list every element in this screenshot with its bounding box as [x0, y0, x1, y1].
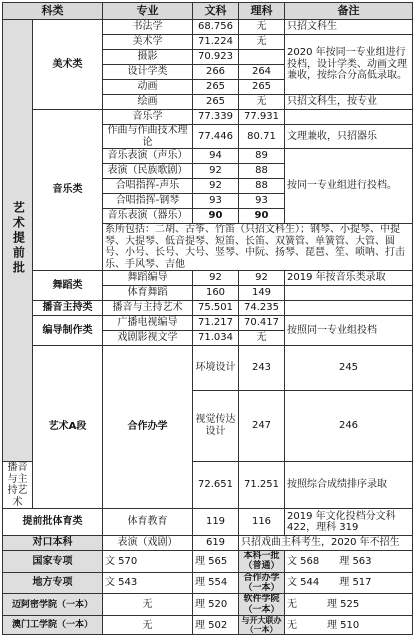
arts-score: 94 [193, 149, 239, 164]
note-block-fine-arts: 2020 年按同一专业组进行投档，设计学类、动画文理兼收，按综合分高低录取。 [285, 35, 413, 95]
table-row [3, 110, 413, 125]
arts-score: 71.224 [193, 35, 239, 50]
summary-sci: 理 502 [193, 616, 239, 635]
science-score: 246 [285, 390, 413, 461]
table-row [3, 346, 413, 391]
science-score: 93 [239, 194, 285, 209]
summary-values [285, 594, 413, 616]
arts-score: 243 [239, 346, 285, 391]
note-cell [285, 301, 413, 316]
summary-row [3, 616, 413, 635]
summary-arts: 文 543 [103, 572, 193, 594]
major-cell: 表演（民族歌剧） [103, 164, 193, 179]
major-cell: 体育舞蹈 [103, 286, 193, 301]
science-score: 89 [239, 149, 285, 164]
science-score: 74.235 [239, 301, 285, 316]
summary-values [285, 616, 413, 635]
summary-values [285, 572, 413, 594]
major-cell: 环境设计 [193, 346, 239, 391]
major-cell: 舞蹈编导 [103, 271, 193, 286]
arts-score: 77.446 [193, 125, 239, 149]
header-major: 专业 [103, 3, 193, 20]
summary-label: 合作办学（一本） [239, 572, 285, 594]
group-art-a: 艺术A段 [33, 346, 103, 509]
science-score: 92 [239, 271, 285, 286]
category-dance: 舞蹈类 [33, 271, 103, 301]
major-cell: 播音与主持艺术 [103, 301, 193, 316]
arts-score: 71.217 [193, 316, 239, 331]
note-block-music: 按同一专业组进行投档。 [285, 149, 413, 224]
science-score: 149 [239, 286, 285, 301]
major-cell: 摄影 [103, 50, 193, 65]
arts-score: 92 [193, 164, 239, 179]
note-cell: 2019 年按音乐类录取 [285, 271, 413, 286]
summary-arts: 无 [103, 594, 193, 616]
arts-score: 160 [193, 286, 239, 301]
arts-score: 71.034 [193, 331, 239, 346]
arts-score: 72.651 [193, 462, 239, 509]
instrument-list: 系所包括：二胡、古筝、竹笛（只招文科生）；钢琴、小提琴、中提琴、大提琴、低音提琴、短笛、长笛、双簧管、单簧管、大管、圆号、小号、长号、大号、竖琴、中阮、扬琴、琵琶、笙、唢呐、打击乐、手风琴、吉他 [103, 224, 413, 271]
science-score: 无 [239, 35, 285, 50]
category-fine-arts: 美术类 [33, 20, 103, 110]
summary-label: 与开大联办（一本） [239, 616, 285, 635]
major-cell: 动画 [103, 80, 193, 95]
science-score: 90 [239, 209, 285, 224]
summary-label: 国家专项 [3, 551, 103, 573]
science-score: 77.931 [239, 110, 285, 125]
arts-score: 119 [193, 509, 239, 536]
arts-score: 90 [193, 209, 239, 224]
header-category: 科类 [3, 3, 103, 20]
category-coop: 合作办学 [103, 346, 193, 509]
major-cell: 美术学 [103, 35, 193, 50]
arts-score: 92 [193, 179, 239, 194]
major-cell: 播音与主持艺术 [3, 462, 33, 509]
summary-arts: 无 [287, 598, 297, 610]
note-cell [285, 110, 413, 125]
arts-score: 92 [193, 271, 239, 286]
note-cell: 2019 年文化投档分文科 422，理科 319 [285, 509, 413, 536]
note-cell: 文理兼收，只招器乐 [285, 125, 413, 149]
arts-score: 265 [193, 80, 239, 95]
science-score: 88 [239, 164, 285, 179]
category-counterpart: 对口本科 [3, 536, 103, 551]
summary-row [3, 572, 413, 594]
summary-sci: 理 554 [193, 572, 239, 594]
science-score: 无 [239, 331, 285, 346]
major-cell: 体育教育 [103, 509, 193, 536]
summary-arts: 文 544 [287, 577, 320, 589]
summary-arts: 文 568 [287, 555, 320, 567]
summary-label: 软件学院（一本） [239, 594, 285, 616]
science-score: 71.251 [239, 462, 285, 509]
summary-arts: 无 [103, 616, 193, 635]
major-cell: 视觉传达设计 [193, 390, 239, 461]
major-cell: 合唱指挥-钢琴 [103, 194, 193, 209]
science-score: 265 [239, 80, 285, 95]
arts-score: 77.339 [193, 110, 239, 125]
summary-row [3, 551, 413, 573]
category-music: 音乐类 [33, 110, 103, 271]
science-score: 70.417 [239, 316, 285, 331]
major-cell: 绘画 [103, 95, 193, 110]
note-cell: 只招戏曲主科考生，2020 年不招生 [239, 536, 413, 551]
major-cell: 音乐学 [103, 110, 193, 125]
note-cell: 只招文科生 [285, 20, 413, 35]
note-cell: 按照综合成绩排序录取 [285, 462, 413, 509]
science-score [239, 50, 285, 65]
science-score: 80.71 [239, 125, 285, 149]
summary-sci: 理 565 [193, 551, 239, 573]
admission-table-container [2, 2, 412, 635]
arts-score: 266 [193, 65, 239, 80]
header-notes: 备注 [285, 3, 413, 20]
admission-score-table [2, 2, 413, 635]
summary-sci: 理 520 [193, 594, 239, 616]
table-row [3, 509, 413, 536]
summary-sci: 理 563 [339, 555, 372, 567]
science-score: 264 [239, 65, 285, 80]
summary-sci: 理 510 [327, 619, 360, 631]
category-pe: 提前批体育类 [3, 509, 103, 536]
major-cell: 作曲与作曲技术理论 [103, 125, 193, 149]
major-cell: 设计学类 [103, 65, 193, 80]
note-block-editing: 按照同一专业组投档 [285, 316, 413, 346]
header-science: 理科 [239, 3, 285, 20]
science-score: 无 [239, 95, 285, 110]
arts-score: 265 [193, 95, 239, 110]
group-art-early: 艺术提前批 [3, 20, 33, 462]
arts-score: 247 [239, 390, 285, 461]
arts-score: 75.501 [193, 301, 239, 316]
science-score: 无 [239, 20, 285, 35]
major-cell: 戏剧影视文学 [103, 331, 193, 346]
science-score: 88 [239, 179, 285, 194]
summary-label: 澳门工学院（一本） [3, 616, 103, 635]
note-cell [285, 286, 413, 301]
arts-score: 619 [193, 536, 239, 551]
summary-sci: 理 525 [327, 598, 360, 610]
summary-label: 本科一批（普通） [239, 551, 285, 573]
science-score: 245 [285, 346, 413, 391]
summary-label: 地方专项 [3, 572, 103, 594]
summary-sci: 理 517 [339, 577, 372, 589]
summary-arts: 无 [287, 619, 297, 631]
major-cell: 音乐表演（声乐） [103, 149, 193, 164]
summary-row [3, 594, 413, 616]
major-cell: 合唱指挥-声乐 [103, 179, 193, 194]
major-cell: 音乐表演（器乐） [103, 209, 193, 224]
note-cell: 只招文科生，按专业 [285, 95, 413, 110]
summary-values [285, 551, 413, 573]
summary-arts: 文 570 [103, 551, 193, 573]
summary-label: 迈阿密学院（一本） [3, 594, 103, 616]
table-row [3, 316, 413, 331]
major-cell: 书法学 [103, 20, 193, 35]
arts-score: 68.756 [193, 20, 239, 35]
header-arts: 文科 [193, 3, 239, 20]
table-row [3, 536, 413, 551]
table-row [3, 271, 413, 286]
table-row [3, 301, 413, 316]
table-row [3, 20, 413, 35]
category-broadcast: 播音主持类 [33, 301, 103, 316]
arts-score: 93 [193, 194, 239, 209]
arts-score: 70.923 [193, 50, 239, 65]
major-cell: 广播电视编导 [103, 316, 193, 331]
header-row [3, 3, 413, 20]
science-score: 116 [239, 509, 285, 536]
major-cell: 表演（戏剧） [103, 536, 193, 551]
category-editing: 编导制作类 [33, 316, 103, 346]
